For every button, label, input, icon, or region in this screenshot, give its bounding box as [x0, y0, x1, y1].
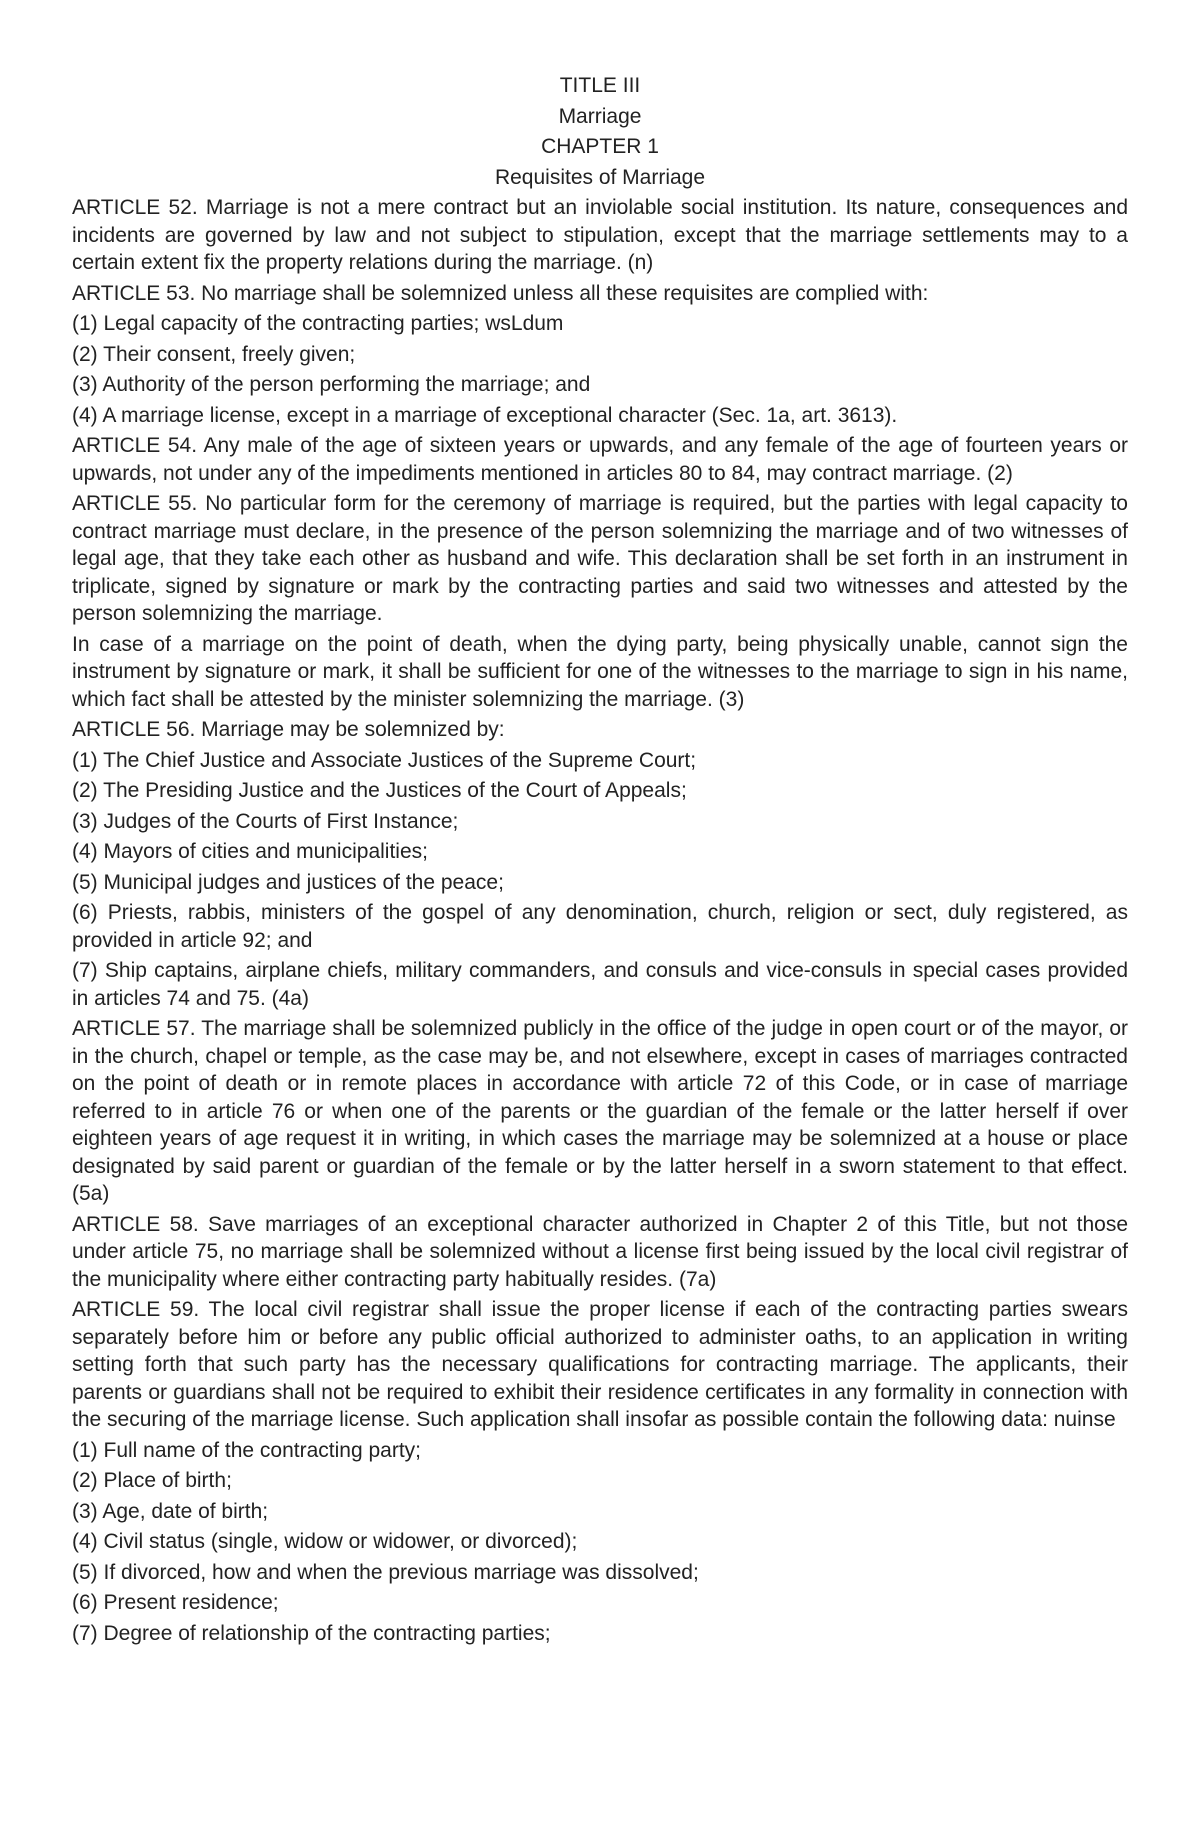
subtitle-heading: Marriage	[558, 104, 642, 128]
article-59-item-6: (6) Present residence;	[72, 1591, 279, 1614]
article-54: ARTICLE 54. Any male of the age of sixteen years or upwards, and any female of the age of fourteen years or upwards, not under any of the impediments mentioned in articles 80 to 84, may contract marriage. (2)	[72, 434, 1128, 485]
article-59-item-7: (7) Degree of relationship of the contracting parties;	[72, 1621, 551, 1645]
article-59-item-2: (2) Place of birth;	[72, 1469, 232, 1492]
article-59-item-5: (5) If divorced, how and when the previous marriage was dissolved;	[72, 1560, 699, 1584]
article-59: ARTICLE 59. The local civil registrar shall issue the proper license if each of the contracting parties swears separately before him or before any public official authorized to administer oaths, to an application in writing setting forth that such party has the necessary qualifications for contracting marriage. The applicants, their parents or guardians shall not be required to exhibit their residence certificates in any formality in connection with the securing of the marriage license. Such application shall insofar as possible contain the following data: nuinse	[72, 1298, 1128, 1431]
article-59-item-1: (1) Full name of the contracting party;	[72, 1438, 421, 1462]
article-52: ARTICLE 52. Marriage is not a mere contract but an inviolable social institution. Its nature, consequences and incidents are governed by law and not subject to stipulation, except that the marriage settlements may to a certain extent fix the property relations during the marriage. (n)	[72, 196, 1128, 274]
article-55-paragraph-2: In case of a marriage on the point of death, when the dying party, being physically unable, cannot sign the instrument by signature or mark, it shall be sufficient for one of the witnesses to the marriage to sign in his name, which fact shall be attested by the minister solemnizing the marriage. (3)	[72, 632, 1128, 711]
article-56-item-7: (7) Ship captains, airplane chiefs, military commanders, and consuls and vice-consuls in special cases provided in articles 74 and 75. (4a)	[72, 959, 1128, 1010]
article-56-item-2: (2) The Presiding Justice and the Justices of the Court of Appeals;	[72, 779, 687, 802]
article-59-item-4: (4) Civil status (single, widow or widower, or divorced);	[72, 1530, 578, 1553]
article-53-item-4: (4) A marriage license, except in a marriage of exceptional character (Sec. 1a, art. 3613).	[72, 403, 898, 427]
article-57: ARTICLE 57. The marriage shall be solemnized publicly in the office of the judge in open court or of the mayor, or in the church, chapel or temple, as the case may be, and not elsewhere, except in cases of marriages contracted on the point of death or in remote places in accordance with article 72 of this Code, or in case of marriage referred to in article 76 or when one of the parents or the guardian of the female or the latter herself if over eighteen years of age request it in writing, in which cases the marriage may be solemnized at a house or place designated by said parent or guardian of the female or by the latter herself in a sworn statement to that effect. (5a)	[72, 1017, 1128, 1205]
article-58: ARTICLE 58. Save marriages of an exceptional character authorized in Chapter 2 of this Title, but not those under article 75, no marriage shall be solemnized without a license first being issued by the local civil registrar of the municipality where either contracting party habitually resides. (7a)	[72, 1212, 1128, 1291]
article-56: ARTICLE 56. Marriage may be solemnized by:	[72, 718, 505, 741]
title-heading: TITLE III	[559, 74, 641, 97]
document-page	[72, 72, 1128, 1650]
article-56-item-6: (6) Priests, rabbis, ministers of the gospel of any denomination, church, religion or sect, duly registered, as provided in article 92; and	[72, 901, 1128, 952]
article-56-item-5: (5) Municipal judges and justices of the peace;	[72, 870, 504, 894]
article-53-item-3: (3) Authority of the person performing the marriage; and	[72, 373, 591, 396]
article-56-item-4: (4) Mayors of cities and municipalities;	[72, 840, 428, 863]
article-59-item-3: (3) Age, date of birth;	[72, 1499, 269, 1523]
article-55: ARTICLE 55. No particular form for the ceremony of marriage is required, but the parties with legal capacity to contract marriage must declare, in the presence of the person solemnizing the marriage and of two witnesses of legal age, that they take each other as husband and wife. This declaration shall be set forth in an instrument in triplicate, signed by signature or mark by the contracting parties and said two witnesses and attested by the person solemnizing the marriage.	[72, 492, 1128, 625]
article-53-item-1: (1) Legal capacity of the contracting parties; wsLdum	[72, 312, 564, 335]
chapter-heading: CHAPTER 1	[541, 135, 659, 158]
article-53-item-2: (2) Their consent, freely given;	[72, 342, 356, 366]
article-56-item-1: (1) The Chief Justice and Associate Justices of the Supreme Court;	[72, 748, 697, 772]
article-56-item-3: (3) Judges of the Courts of First Instance;	[72, 809, 459, 833]
article-53: ARTICLE 53. No marriage shall be solemnized unless all these requisites are complied with:	[72, 281, 929, 305]
chapter-title-heading: Requisites of Marriage	[494, 165, 706, 189]
